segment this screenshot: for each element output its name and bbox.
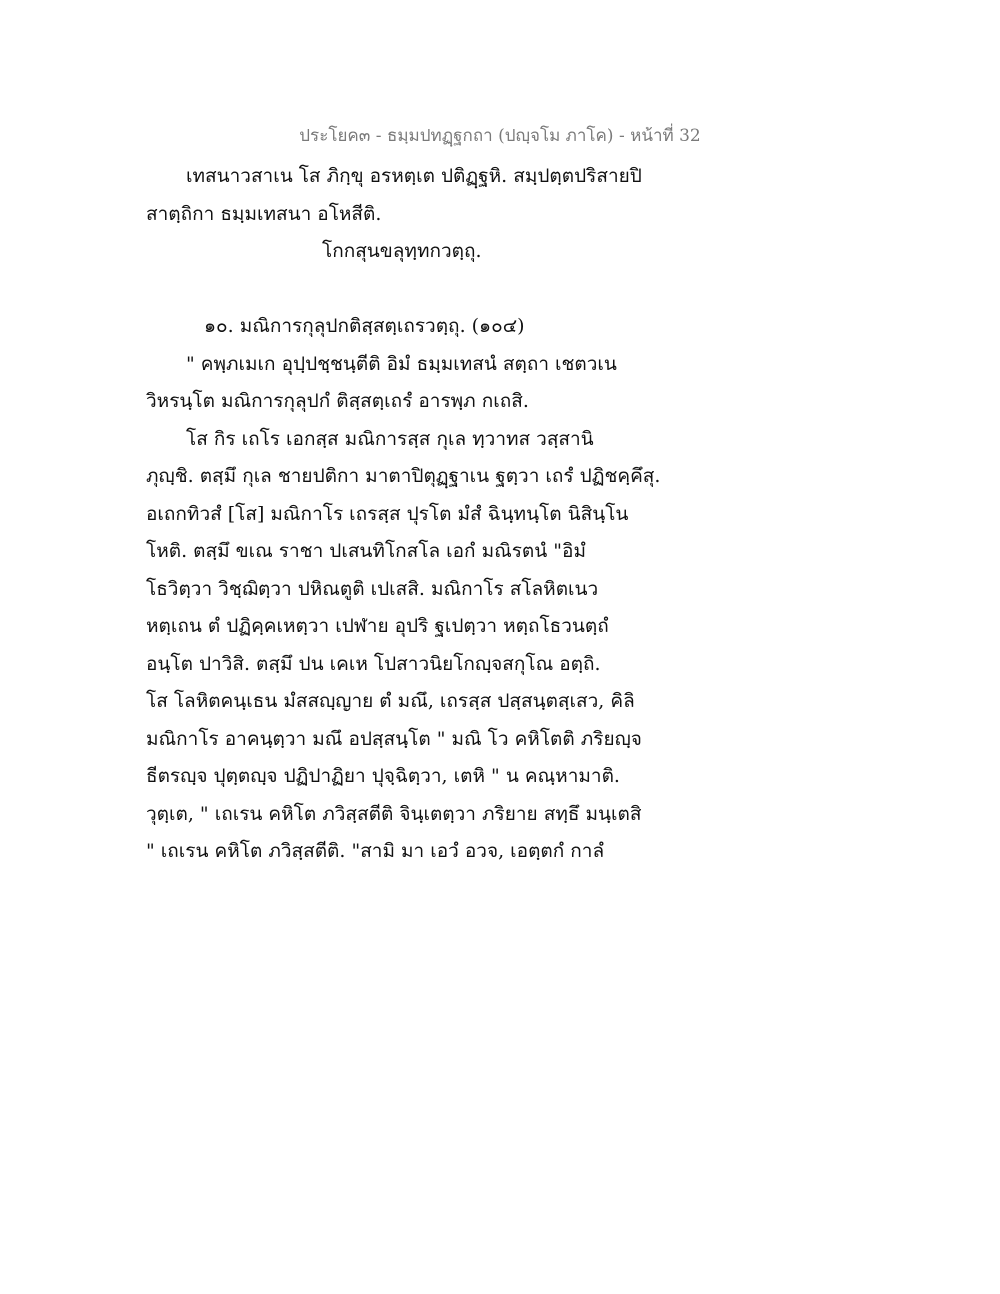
text-line: โธวิตฺวา วิชฺฌิตฺวา ปหิณตูติ เปเสสิ. มณิกาโร สโลหิตเนว: [146, 577, 599, 600]
text-line: ภุญฺชิ. ตสฺมึ กุเล ชายปติกา มาตาปิตุฏฺฐาเน ฐตฺวา เถรํ ปฏิชคฺคึสุ.: [146, 465, 661, 487]
text-line: วุตฺเต, " เถเรน คหิโต ภวิสฺสตีติ จินฺเตตฺวา ภริยาย สทฺธึ มนฺเตสิ: [146, 802, 642, 825]
body-text: [146, 158, 686, 871]
story-end-title: โกกสุนขลุทฺทกวตฺถุ.: [322, 240, 482, 262]
section-heading: ๑๐. มณิการกุลุปกติสฺสตฺเถรวตฺถุ. (๑๐๔): [204, 315, 525, 337]
text-line: สาตฺถิกา ธมฺมเทสนา อโหสีติ.: [146, 202, 382, 225]
text-line: เทสนาวสาเน โส ภิกฺขุ อรหตฺเต ปติฏฺฐหิ. สมฺปตฺตปริสายปิ: [186, 165, 642, 187]
text-line: หตฺเถน ตํ ปฏิคฺคเหตฺวา เปฬาย อุปริ ฐเปตฺวา หตฺถโธวนตฺถํ: [146, 615, 609, 637]
text-line: โส กิร เถโร เอกสฺส มณิการสฺส กุเล ทฺวาทส วสฺสานิ: [186, 427, 594, 450]
text-line: มณิกาโร อาคนฺตฺวา มณึ อปสฺสนฺโต " มณิ โว คหิโตติ ภริยญฺจ: [146, 727, 642, 750]
text-line: โส โลหิตคนฺเธน มํสสญฺญาย ตํ มณึ, เถรสฺส ปสฺสนฺตสฺเสว, คิลิ: [146, 690, 635, 712]
text-line: ธีตรญฺจ ปุตฺตญฺจ ปฏิปาฏิยา ปุจฺฉิตฺวา, เตหิ " น คณฺหามาติ.: [146, 765, 620, 787]
text-line: อเถกทิวสํ [โส] มณิกาโร เถรสฺส ปุรโต มํสํ ฉินฺทนฺโต นิสินฺโน: [146, 502, 629, 525]
text-line: " เถเรน คหิโต ภวิสฺสตีติ. "สามิ มา เอวํ อวจ, เอตฺตกํ กาลํ: [146, 840, 605, 862]
running-header: ประโยค๓ - ธมฺมปทฏฺฐกถา (ปญฺจโม ภาโค) - หน้าที่ 32: [299, 126, 701, 146]
text-line: " คพฺภเมเก อุปฺปชฺชนฺตีติ อิมํ ธมฺมเทสนํ สตฺถา เชตวเน: [186, 352, 617, 375]
text-line: วิหรนฺโต มณิการกุลุปกํ ติสฺสตฺเถรํ อารพฺภ กเถสิ.: [146, 390, 529, 412]
blank-line: [146, 271, 686, 309]
text-line: อนฺโต ปาวิสิ. ตสฺมึ ปน เคเห โปสาวนิยโกญฺจสกุโณ อตฺถิ.: [146, 652, 601, 675]
text-line: โหติ. ตสฺมึ ขเณ ราชา ปเสนทิโกสโล เอกํ มณิรตนํ "อิมํ: [146, 540, 586, 562]
